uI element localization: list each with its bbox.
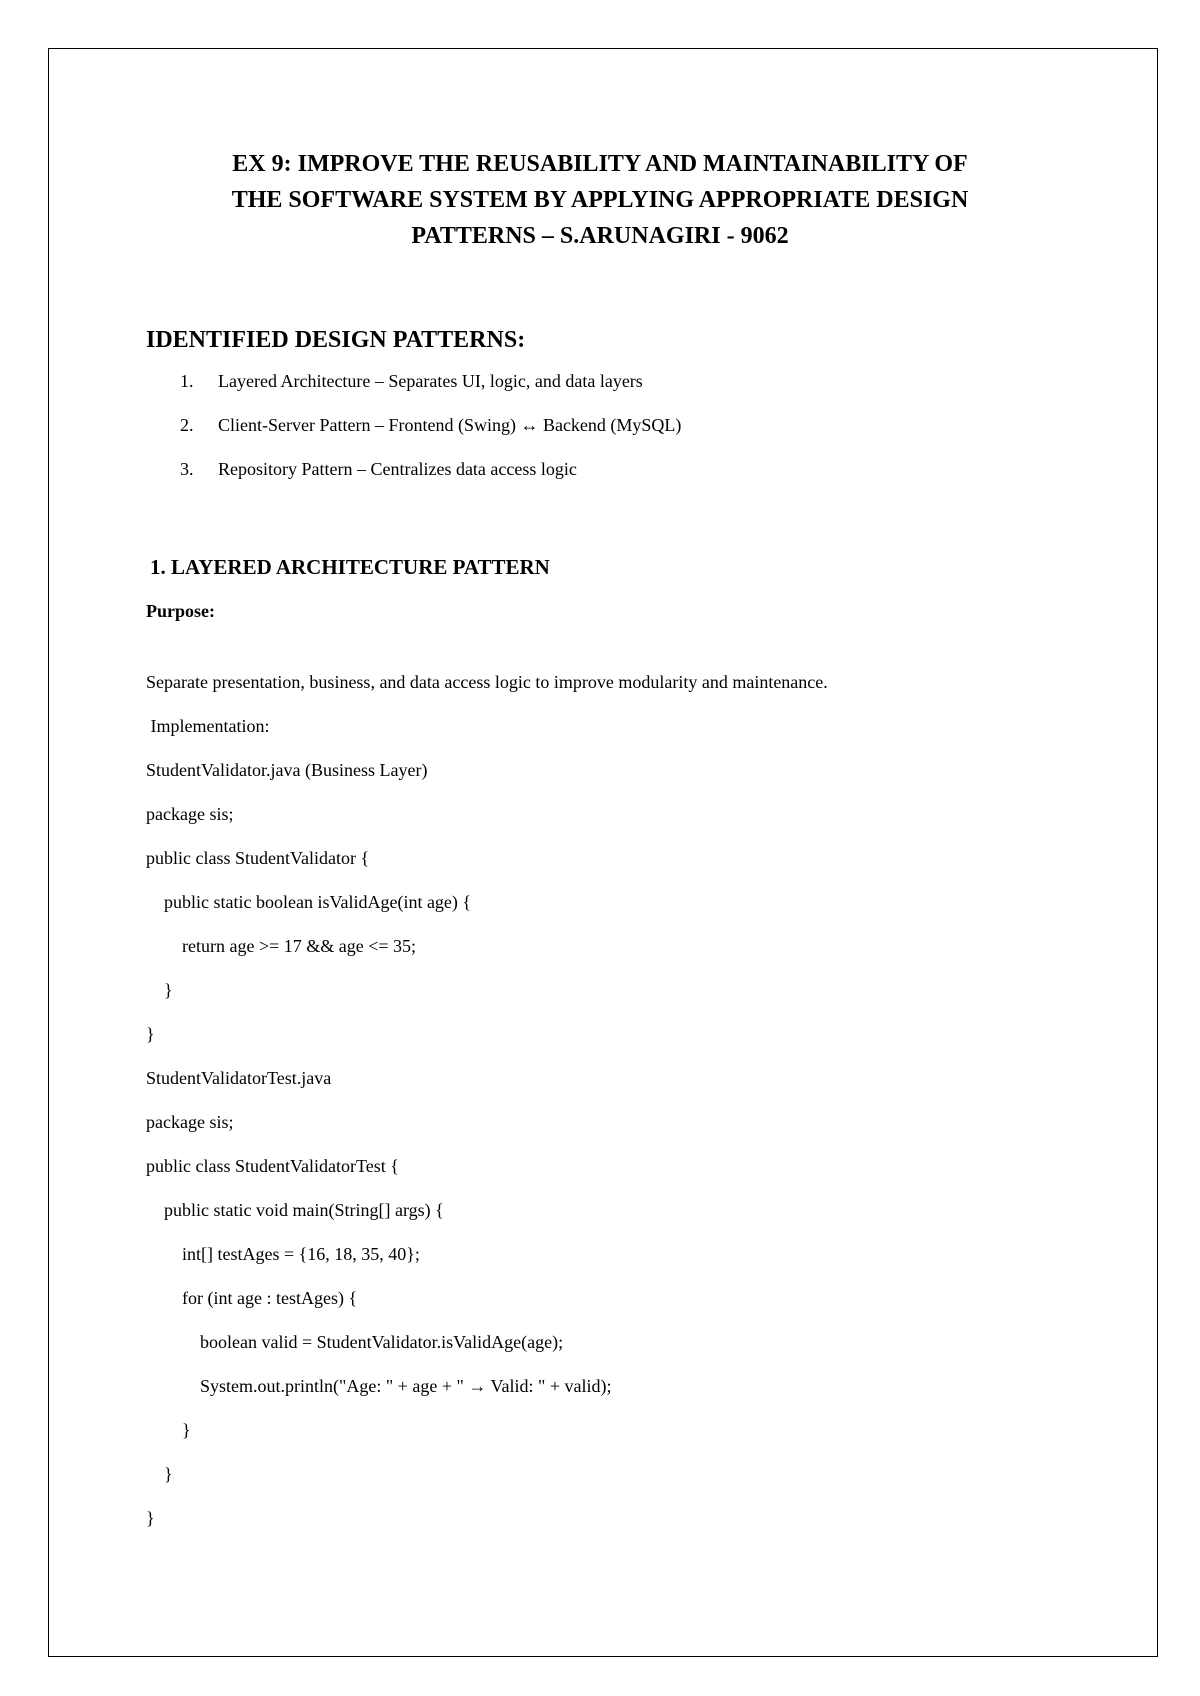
code-line: boolean valid = StudentValidator.isValidAge(age); xyxy=(146,1332,564,1352)
list-item-number: 2. xyxy=(180,415,194,435)
list-item xyxy=(180,371,681,415)
code-line: } xyxy=(146,1420,191,1440)
code-line: package sis; xyxy=(146,804,234,824)
code-line: public static boolean isValidAge(int age) { xyxy=(146,892,472,912)
list-item-number: 1. xyxy=(180,371,194,391)
design-pattern-list xyxy=(180,371,681,503)
code-line: package sis; xyxy=(146,1112,234,1132)
title-line-1: EX 9: IMPROVE THE REUSABILITY AND MAINTAINABILITY OF xyxy=(232,151,968,177)
title-line-3: PATTERNS – S.ARUNAGIRI - 9062 xyxy=(411,223,789,249)
code-line: public class StudentValidator { xyxy=(146,848,370,868)
body-line: StudentValidatorTest.java xyxy=(146,1068,332,1088)
code-line: } xyxy=(146,1024,155,1044)
purpose-label: Purpose: xyxy=(146,601,215,621)
body-line: Separate presentation, business, and data access logic to improve modularity and maintenance. xyxy=(146,672,828,692)
list-item-text: Layered Architecture – Separates UI, logic, and data layers xyxy=(218,371,643,391)
code-line: } xyxy=(146,1464,173,1484)
code-line: return age >= 17 && age <= 35; xyxy=(146,936,417,956)
identified-patterns-heading: IDENTIFIED DESIGN PATTERNS: xyxy=(146,327,526,353)
document-title xyxy=(120,146,1080,254)
code-line: for (int age : testAges) { xyxy=(146,1288,358,1308)
list-item xyxy=(180,415,681,459)
layered-architecture-heading: 1. LAYERED ARCHITECTURE PATTERN xyxy=(150,555,550,579)
section-body xyxy=(146,672,828,1552)
code-line: public static void main(String[] args) { xyxy=(146,1200,444,1220)
code-line: } xyxy=(146,980,173,1000)
code-line: public class StudentValidatorTest { xyxy=(146,1156,399,1176)
title-line-2: THE SOFTWARE SYSTEM BY APPLYING APPROPRIATE DESIGN xyxy=(231,187,969,213)
body-line: Implementation: xyxy=(146,716,270,736)
list-item xyxy=(180,459,681,503)
code-line: System.out.println("Age: " + age + " → Valid: " + valid); xyxy=(146,1376,612,1396)
list-item-text: Repository Pattern – Centralizes data access logic xyxy=(218,459,577,479)
list-item-text: Client-Server Pattern – Frontend (Swing) ↔ Backend (MySQL) xyxy=(218,415,682,435)
code-line: } xyxy=(146,1508,155,1528)
code-line: int[] testAges = {16, 18, 35, 40}; xyxy=(146,1244,420,1264)
body-line: StudentValidator.java (Business Layer) xyxy=(146,760,428,780)
list-item-number: 3. xyxy=(180,459,194,479)
